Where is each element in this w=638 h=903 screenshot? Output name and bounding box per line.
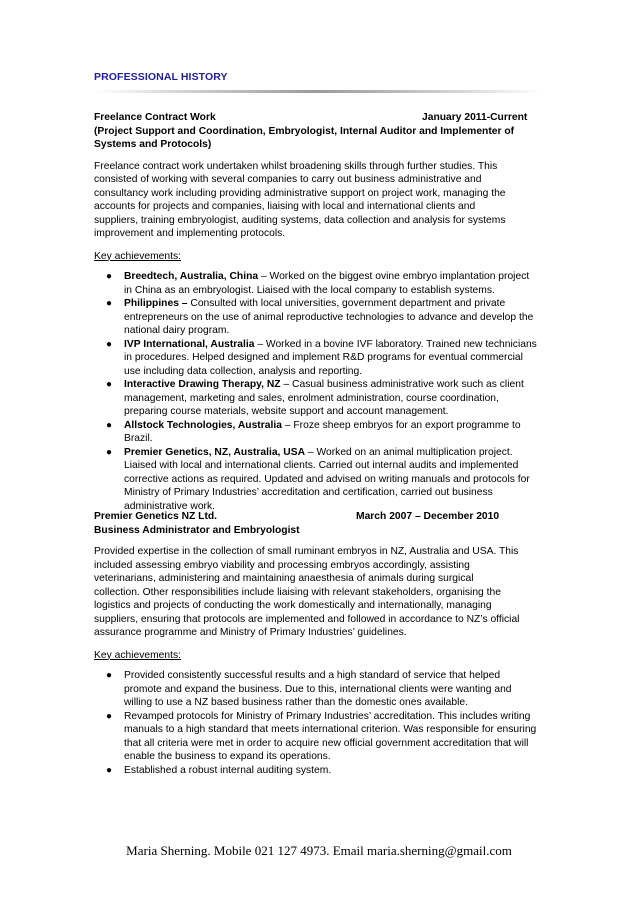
achievement-text: – Casual business administrative work such as client	[280, 379, 524, 390]
description-line: suppliers, training embryologist, auditing systems, data collection and analysis for systems	[94, 214, 506, 226]
achievement-text: promote and expand the business. Due to this, international clients were wanting and	[124, 683, 512, 695]
job-role: Business Administrator and Embryologist	[94, 524, 300, 536]
page-footer: Maria Sherning. Mobile 021 127 4973. Email maria.sherning@gmail.com	[126, 843, 512, 858]
bullet-icon: ●	[106, 379, 113, 390]
achievement-text: – Worked in a bovine IVF laboratory. Trained new technicians	[254, 338, 537, 350]
bullet-icon: ●	[106, 710, 113, 722]
achievements-list	[94, 669, 554, 777]
description-line: Provided expertise in the collection of small ruminant embryos in NZ, Australia and USA. This	[94, 546, 519, 557]
achievement-text: manuals to a high standard that meets international criterion. Was responsible for ensuring	[124, 724, 537, 735]
description-line: included assessing embryo viability and processing embryos accordingly, assisting	[94, 559, 470, 571]
achievement-text: Liaised with local and international clients. Carried out internal audits and implemented	[124, 460, 519, 471]
bullet-icon: ●	[106, 670, 113, 681]
achievement-org: Breedtech, Australia, China	[124, 271, 259, 282]
achievement-text: Provided consistently successful results and a high standard of service that helped	[124, 670, 501, 681]
bullet-icon: ●	[106, 419, 113, 431]
list-item	[94, 419, 554, 446]
key-achievements-label: Key achievements:	[94, 649, 181, 661]
achievement-org: IVP International, Australia	[124, 338, 255, 350]
achievement-text: entrepreneurs on the use of animal reproductive technologies to advance and develop the	[124, 311, 534, 323]
list-item	[94, 378, 554, 419]
job-description	[94, 545, 554, 640]
achievement-text: Consulted with local universities, government department and private	[187, 298, 506, 309]
list-item	[94, 446, 554, 514]
achievement-text: use including data collection, analysis and reporting.	[124, 365, 363, 377]
achievement-text: willing to use a NZ based business rather than the domestic ones available.	[124, 697, 468, 708]
job-description	[94, 160, 554, 241]
achievement-org: Philippines –	[124, 298, 188, 309]
job-role-line: Systems and Protocols)	[94, 139, 212, 150]
achievement-text: management, marketing and sales, enrolment administration, course coordination,	[124, 392, 499, 404]
description-line: consisted of working with several companies to carry out business administrative and	[94, 174, 482, 185]
job-dates: January 2011-Current	[422, 112, 528, 123]
section-title: PROFESSIONAL HISTORY	[94, 71, 228, 83]
achievements-list	[94, 270, 554, 513]
achievement-text: – Froze sheep embryos for an export programme to	[281, 419, 521, 431]
achievement-text: Revamped protocols for Ministry of Primary Industries’ accreditation. This includes writing	[124, 710, 531, 722]
description-line: Freelance contract work undertaken whilst broadening skills through further studies. This	[94, 160, 498, 172]
job-title: Premier Genetics NZ Ltd.	[94, 511, 218, 522]
achievement-text: – Worked on the biggest ovine embryo implantation project	[258, 271, 530, 282]
description-line: suppliers, ensuring that protocols are implemented and followed in accordance to NZ’s official	[94, 613, 520, 625]
section-divider	[94, 90, 542, 93]
description-line: accounts for projects and companies, liaising with local and international clients and	[94, 201, 476, 212]
achievement-org: Interactive Drawing Therapy, NZ	[124, 379, 281, 390]
achievement-text: administrative work.	[124, 500, 215, 512]
job-title: Freelance Contract Work	[94, 112, 216, 123]
achievement-text: enable the business to expand its operations.	[124, 751, 331, 762]
bullet-icon: ●	[106, 271, 113, 282]
job-freelance	[94, 111, 554, 513]
description-line: assurance programme and Ministry of Primary Industries’ guidelines.	[94, 627, 407, 638]
list-item	[94, 764, 554, 778]
list-item	[94, 297, 554, 338]
achievement-text: – Worked on an animal multiplication project.	[305, 446, 513, 458]
description-line: veterinarians, administering and maintaining anaesthesia of animals during surgical	[94, 573, 474, 584]
achievement-text: Established a robust internal auditing system.	[124, 764, 332, 776]
achievement-text: Ministry of Primary Industries’ accreditation and certification, carried out business	[124, 487, 493, 498]
achievement-text: in procedures. Helped designed and implement R&D programs for eventual commercial	[124, 352, 523, 363]
job-dates: March 2007 – December 2010	[356, 511, 500, 522]
achievement-text: national dairy program.	[124, 325, 230, 336]
list-item	[94, 338, 554, 379]
key-achievements-label: Key achievements:	[94, 250, 181, 262]
bullet-icon: ●	[106, 446, 113, 458]
achievement-org: Allstock Technologies, Australia	[124, 419, 282, 431]
list-item	[94, 710, 554, 764]
bullet-icon: ●	[106, 764, 113, 776]
achievement-text: preparing course materials, website support and account management.	[124, 406, 449, 417]
description-line: improvement and implementing protocols.	[94, 228, 286, 239]
description-line: collection. Other responsibilities include liaising with relevant stakeholders, organising the	[94, 586, 501, 598]
job-role	[94, 125, 554, 152]
job-header	[94, 111, 554, 125]
job-role-line: (Project Support and Coordination, Embryologist, Internal Auditor and Implementer of	[94, 125, 515, 137]
job-header	[94, 510, 554, 524]
list-item	[94, 669, 554, 710]
description-line: logistics and projects of conducting the work domestically and internationally, managing	[94, 600, 492, 611]
achievement-text: that all criteria were met in order to acquire new official government accreditation that will	[124, 737, 529, 749]
bullet-icon: ●	[106, 338, 113, 350]
job-premier-genetics	[94, 510, 554, 777]
achievement-text: corrective actions as required. Updated and advised on writing manuals and protocols for	[124, 473, 530, 485]
achievement-text: in China as an embryologist. Liaised with the local company to establish systems.	[124, 284, 495, 296]
description-line: consultancy work including providing administrative support on project work, managing the	[94, 187, 506, 199]
achievement-text: Brazil.	[124, 433, 153, 444]
bullet-icon: ●	[106, 298, 113, 309]
list-item	[94, 270, 554, 297]
achievement-org: Premier Genetics, NZ, Australia, USA	[124, 446, 306, 458]
